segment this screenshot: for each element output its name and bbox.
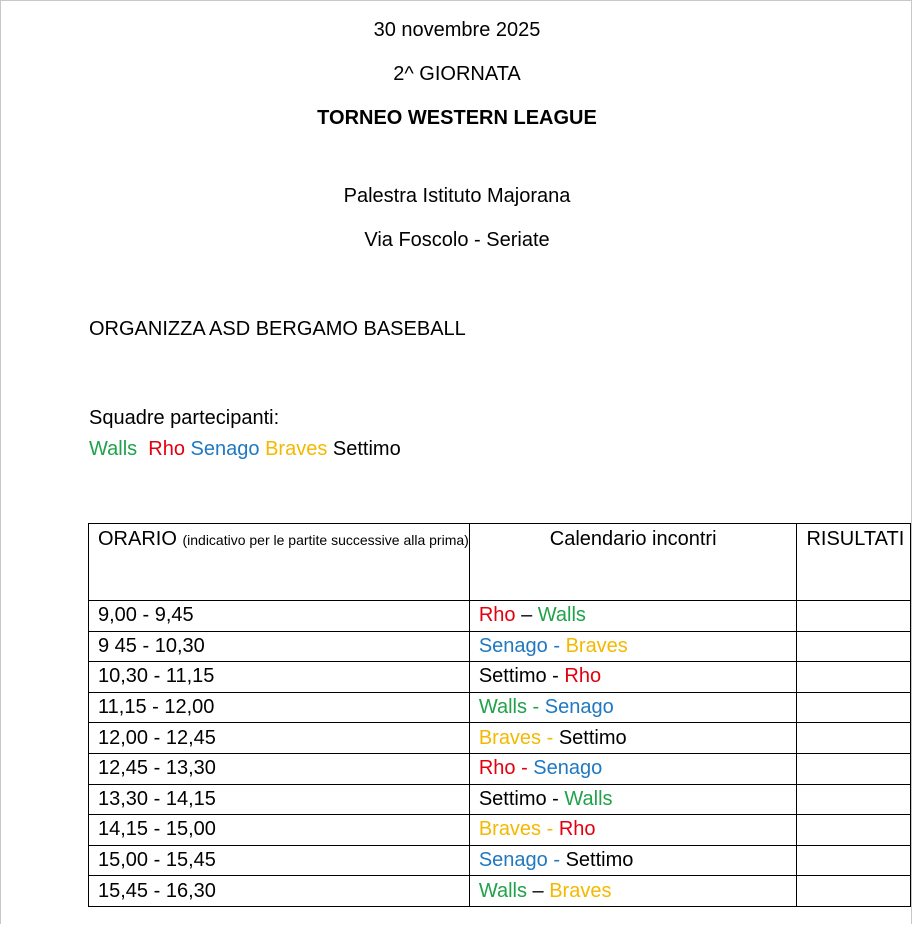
event-date: 30 novembre 2025 (373, 19, 541, 41)
header-result: RISULTATI (806, 528, 905, 550)
match-cell (469, 692, 797, 723)
header-time-cell (89, 524, 470, 601)
table-header-row (89, 524, 911, 601)
teams-label: Squadre partecipanti: (89, 407, 280, 429)
table-row (89, 601, 911, 632)
match-separator: - (546, 787, 565, 810)
match-cell (469, 631, 797, 662)
table-row (89, 692, 911, 723)
team-name: Rho (148, 438, 185, 460)
home-team: Senago (478, 634, 548, 657)
time-cell: 12,45 - 13,30 (89, 753, 470, 784)
time-cell: 15,00 - 15,45 (89, 845, 470, 876)
table-row (89, 753, 911, 784)
match-separator: - (547, 849, 566, 872)
time-cell: 12,00 - 12,45 (89, 723, 470, 754)
away-team: Settimo (558, 726, 627, 749)
result-cell[interactable] (797, 784, 911, 815)
table-row (89, 723, 911, 754)
match-separator: - (526, 696, 545, 719)
away-team: Senago (544, 696, 614, 719)
match-cell (469, 723, 797, 754)
match-cell (469, 815, 797, 846)
result-cell[interactable] (797, 723, 911, 754)
match-separator: – (515, 604, 538, 627)
away-team: Senago (533, 757, 603, 780)
table-row (89, 845, 911, 876)
match-cell (469, 845, 797, 876)
result-cell[interactable] (797, 631, 911, 662)
match-cell (469, 753, 797, 784)
result-cell[interactable] (797, 692, 911, 723)
header-time: ORARIO (98, 528, 177, 550)
table-row (89, 631, 911, 662)
away-team: Rho (558, 818, 596, 841)
time-cell: 13,30 - 14,15 (89, 784, 470, 815)
home-team: Rho (478, 604, 516, 627)
match-separator: - (541, 818, 559, 841)
team-name: Senago (190, 438, 260, 460)
header-match: Calendario incontri (549, 528, 717, 550)
match-separator: - (547, 634, 566, 657)
home-team: Rho (478, 757, 516, 780)
time-cell: 9 45 - 10,30 (89, 631, 470, 662)
away-team: Rho (564, 665, 602, 688)
home-team: Senago (478, 849, 548, 872)
match-cell (469, 784, 797, 815)
header-result-cell (797, 524, 911, 601)
organizer-line: ORGANIZZA ASD BERGAMO BASEBALL (89, 318, 466, 340)
match-cell (469, 662, 797, 693)
venue-address: Via Foscolo - Seriate (364, 229, 550, 251)
match-separator: - (546, 665, 565, 688)
teams-list (89, 438, 401, 461)
header-match-cell (469, 524, 797, 601)
time-cell: 11,15 - 12,00 (89, 692, 470, 723)
time-cell: 14,15 - 15,00 (89, 815, 470, 846)
round-label: 2^ GIORNATA (393, 63, 521, 85)
time-cell: 15,45 - 16,30 (89, 876, 470, 907)
away-team: Walls (537, 604, 586, 627)
tournament-title: TORNEO WESTERN LEAGUE (317, 107, 597, 129)
home-team: Walls (478, 696, 527, 719)
result-cell[interactable] (797, 601, 911, 632)
result-cell[interactable] (797, 753, 911, 784)
result-cell[interactable] (797, 662, 911, 693)
schedule-table (88, 523, 911, 907)
result-cell[interactable] (797, 845, 911, 876)
team-name: Braves (265, 438, 328, 460)
table-row (89, 784, 911, 815)
home-team: Braves (478, 818, 542, 841)
team-name: Walls (89, 438, 138, 460)
table-row (89, 876, 911, 907)
header-time-note: (indicativo per le partite successive alla prima) (182, 532, 469, 548)
time-cell: 9,00 - 9,45 (89, 601, 470, 632)
home-team: Braves (478, 726, 542, 749)
match-separator: - (515, 757, 534, 780)
result-cell[interactable] (797, 815, 911, 846)
time-cell: 10,30 - 11,15 (89, 662, 470, 693)
home-team: Settimo (478, 787, 547, 810)
match-cell (469, 601, 797, 632)
home-team: Settimo (478, 665, 547, 688)
match-separator: - (541, 726, 559, 749)
result-cell[interactable] (797, 876, 911, 907)
away-team: Settimo (565, 849, 634, 872)
home-team: Walls (478, 879, 527, 902)
match-cell (469, 876, 797, 907)
match-separator: – (526, 879, 550, 902)
team-name: Settimo (332, 438, 401, 460)
away-team: Braves (565, 634, 628, 657)
table-row (89, 815, 911, 846)
away-team: Braves (549, 879, 612, 902)
away-team: Walls (564, 787, 613, 810)
venue-name: Palestra Istituto Majorana (343, 185, 571, 207)
table-row (89, 662, 911, 693)
